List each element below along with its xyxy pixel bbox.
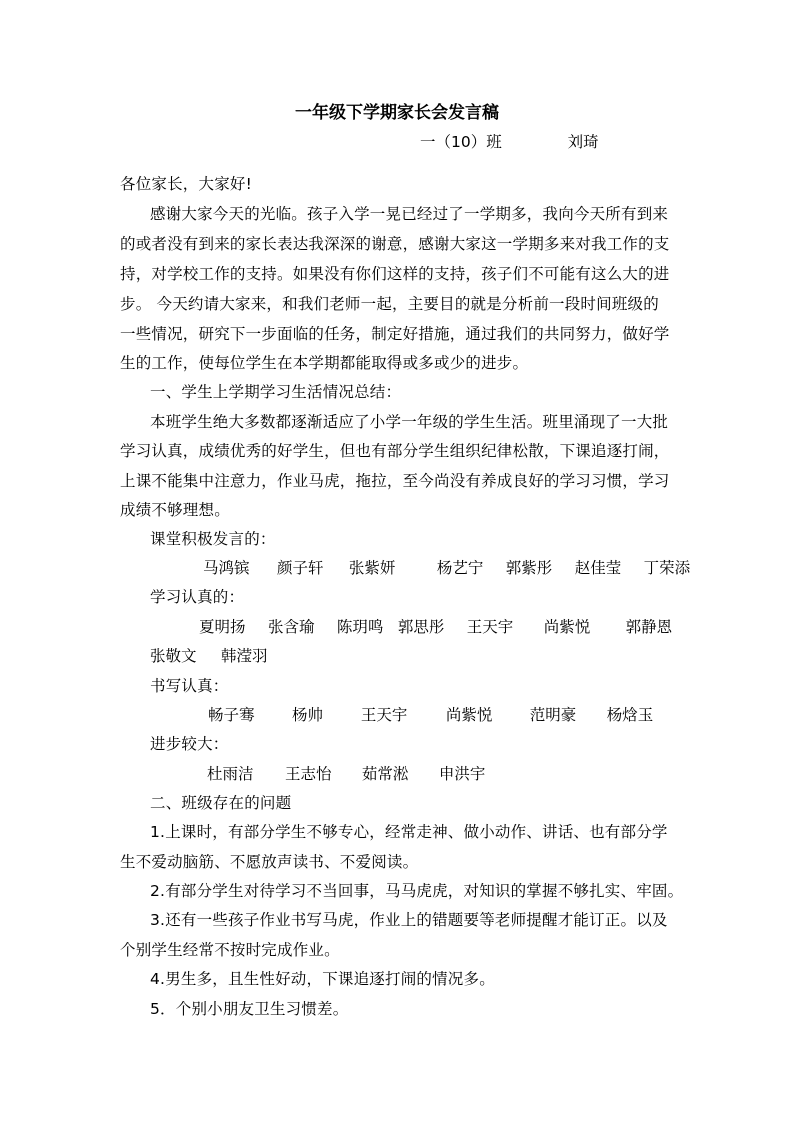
document-byline — [420, 132, 599, 152]
student-name: 杨艺宁 — [436, 559, 484, 577]
issue-line: 3.还有一些孩子作业书写马虎，作业上的错题要等老师提醒才能订正。以及 — [150, 911, 668, 929]
name-list — [199, 617, 672, 637]
group-label: 进步较大： — [150, 735, 229, 753]
student-name: 赵佳莹 — [574, 559, 622, 577]
name-list — [208, 705, 653, 725]
student-name: 杜雨洁 — [207, 765, 254, 783]
group-label: 课堂积极发言的： — [150, 530, 276, 548]
student-name: 王天宇 — [466, 618, 514, 636]
student-name: 韩滢羽 — [220, 647, 268, 665]
issue-line: 2.有部分学生对待学习不当回事，马马虎虎，对知识的掌握不够扎实、牢固。 — [150, 882, 684, 900]
author-name: 刘琦 — [567, 133, 599, 151]
student-name: 杨焓玉 — [606, 706, 654, 724]
section-line: 学习认真，成绩优秀的好学生，但也有部分学生组织纪律松散，下课追逐打闹， — [120, 442, 670, 460]
name-list — [203, 558, 690, 578]
student-name: 丁荣添 — [643, 559, 691, 577]
student-name: 茹常淞 — [361, 765, 409, 783]
section-line: 成绩不够理想。 — [120, 501, 230, 519]
student-name: 畅子骞 — [208, 706, 255, 724]
student-name: 张紫妍 — [348, 559, 396, 577]
student-name: 张含瑜 — [267, 618, 315, 636]
document-title: 一年级下学期家长会发言稿 — [295, 103, 499, 123]
intro-line: 持，对学校工作的支持。如果没有你们这样的支持，孩子们不可能有这么大的进 — [120, 265, 670, 283]
greeting: 各位家长，大家好! — [120, 175, 253, 193]
student-name: 郭静恩 — [625, 618, 673, 636]
issue-line: 个别学生经常不按时完成作业。 — [120, 941, 340, 959]
student-name: 杨帅 — [291, 706, 323, 724]
name-list — [207, 764, 485, 784]
student-name: 郭思彤 — [397, 618, 445, 636]
intro-line: 的或者没有到来的家长表达我深深的谢意，感谢大家这一学期多来对我工作的支 — [120, 235, 670, 253]
name-list — [150, 646, 267, 666]
section-line: 上课不能集中注意力，作业马虎，拖拉，至今尚没有养成良好的学习习惯，学习 — [120, 472, 670, 490]
student-name: 王天宇 — [360, 706, 408, 724]
student-name: 颜子轩 — [276, 559, 324, 577]
section-line: 本班学生绝大多数都逐渐适应了小学一年级的学生生活。班里涌现了一大批 — [150, 413, 669, 431]
student-name: 申洪宇 — [438, 765, 486, 783]
student-name: 尚紫悦 — [445, 706, 493, 724]
section-heading: 一、学生上学期学习生活情况总结： — [150, 383, 402, 401]
student-name: 夏明扬 — [199, 618, 246, 636]
section-heading: 二、班级存在的问题 — [150, 794, 292, 812]
student-name: 张敬文 — [150, 647, 197, 665]
intro-line: 步。 今天约请大家来，和我们老师一起，主要目的就是分析前一段时间班级的 — [120, 295, 659, 313]
student-name: 郭紫彤 — [505, 559, 553, 577]
group-label: 学习认真的： — [150, 588, 245, 606]
group-label: 书写认真： — [150, 677, 229, 695]
student-name: 陈玥鸣 — [336, 618, 384, 636]
class-name: 一（10）班 — [420, 133, 502, 151]
student-name: 尚紫悦 — [543, 618, 591, 636]
student-name: 王志怡 — [284, 765, 332, 783]
issue-line: 5．个别小朋友卫生习惯差。 — [150, 1000, 349, 1018]
issue-line: 1.上课时，有部分学生不够专心，经常走神、做小动作、讲话、也有部分学 — [150, 823, 668, 841]
intro-line: 一些情况，研究下一步面临的任务，制定好措施，通过我们的共同努力，做好学 — [120, 325, 670, 343]
student-name: 马鸿镔 — [203, 559, 250, 577]
intro-line: 生的工作，使每位学生在本学期都能取得或多或少的进步。 — [120, 354, 529, 372]
student-name: 范明豪 — [529, 706, 577, 724]
intro-line: 感谢大家今天的光临。孩子入学一晃已经过了一学期多，我向今天所有到来 — [150, 205, 669, 223]
issue-line: 4.男生多，且生性好动，下课追逐打闹的情况多。 — [150, 970, 495, 988]
issue-line: 生不爱动脑筋、不愿放声读书、不爱阅读。 — [120, 853, 419, 871]
